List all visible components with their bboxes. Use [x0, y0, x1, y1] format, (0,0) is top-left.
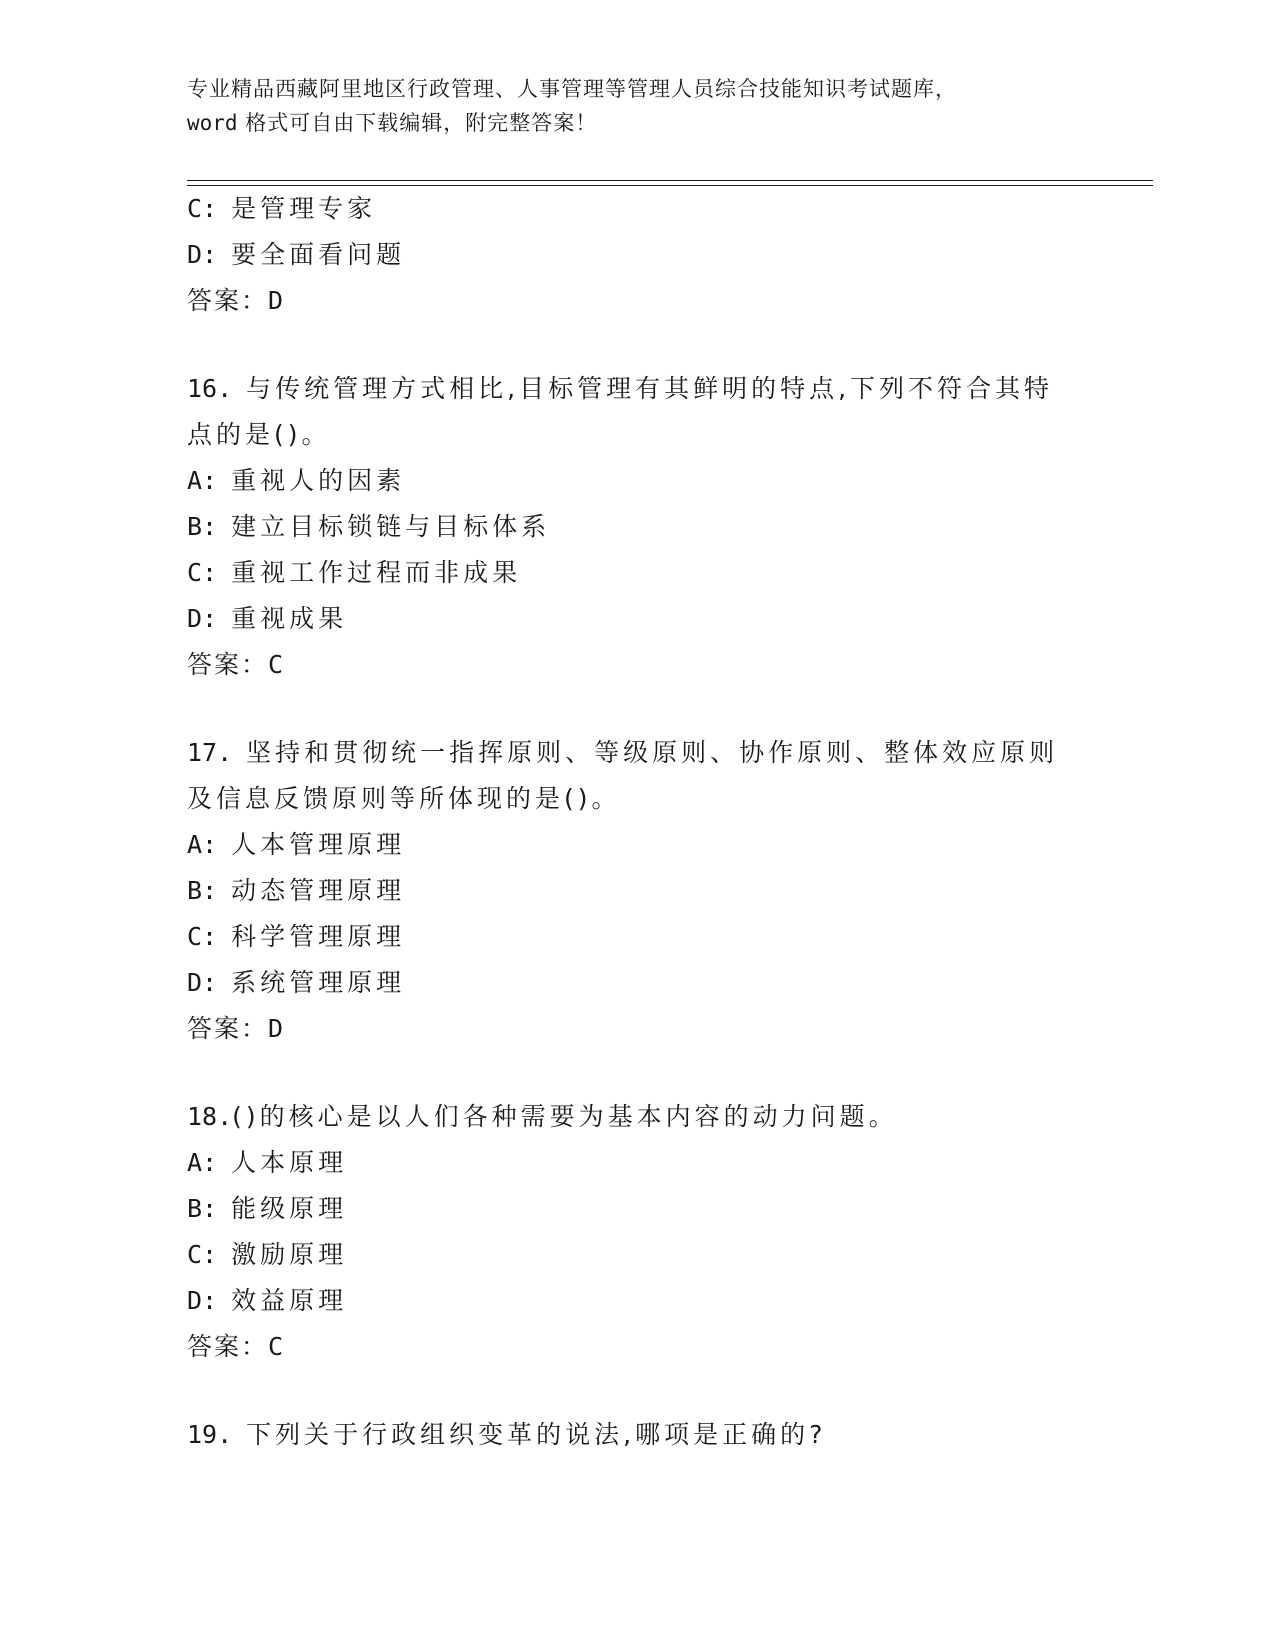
- option-d: D: 效益原理: [187, 1286, 348, 1315]
- header-word-format: word: [187, 111, 238, 135]
- question-number: 19.: [187, 1420, 233, 1449]
- option-a: A: 重视人的因素: [187, 466, 406, 495]
- question-stem-line: 17. 坚持和贯彻统一指挥原则、等级原则、协作原则、整体效应原则: [187, 738, 1059, 767]
- option-c: C: 重视工作过程而非成果: [187, 558, 522, 587]
- header-line-1: 专业精品西藏阿里地区行政管理、人事管理等管理人员综合技能知识考试题库，: [187, 77, 957, 101]
- question-partial: [187, 186, 1153, 324]
- option-c: C: 激励原理: [187, 1240, 348, 1269]
- question-number: 16.: [187, 374, 233, 403]
- question-stem-line: 19. 下列关于行政组织变革的说法,哪项是正确的?: [187, 1420, 827, 1449]
- question-number: 17.: [187, 738, 233, 767]
- option-a: A: 人本管理原理: [187, 830, 406, 859]
- header-line-2-text: 格式可自由下载编辑，附完整答案！: [237, 111, 598, 135]
- question-19: [187, 1412, 1153, 1458]
- question-17: [187, 730, 1153, 1052]
- option-b: B: 动态管理原理: [187, 876, 406, 905]
- question-number: 18.: [187, 1102, 233, 1131]
- header-line-2: [187, 106, 1087, 140]
- question-18: [187, 1094, 1153, 1370]
- header-divider-top: [187, 180, 1153, 181]
- answer-line: 答案：C: [187, 1332, 284, 1361]
- option-d: D: 重视成果: [187, 604, 348, 633]
- option-c: C: 是管理专家: [187, 194, 377, 223]
- question-stem-line: 点的是()。: [187, 420, 331, 449]
- option-b: B: 能级原理: [187, 1194, 348, 1223]
- question-stem-line: 16. 与传统管理方式相比,目标管理有其鲜明的特点,下列不符合其特: [187, 374, 1054, 403]
- option-d: D: 要全面看问题: [187, 240, 406, 269]
- document-header: [187, 72, 1087, 140]
- option-b: B: 建立目标锁链与目标体系: [187, 512, 551, 541]
- option-d: D: 系统管理原理: [187, 968, 406, 997]
- question-16: [187, 366, 1153, 688]
- option-c: C: 科学管理原理: [187, 922, 406, 951]
- question-stem-line: 18.()的核心是以人们各种需要为基本内容的动力问题。: [187, 1102, 898, 1131]
- question-list: [187, 186, 1153, 1458]
- answer-line: 答案：D: [187, 1014, 284, 1043]
- answer-line: 答案：C: [187, 650, 284, 679]
- answer-line: 答案：D: [187, 286, 284, 315]
- option-a: A: 人本原理: [187, 1148, 348, 1177]
- question-stem-line: 及信息反馈原则等所体现的是()。: [187, 784, 621, 813]
